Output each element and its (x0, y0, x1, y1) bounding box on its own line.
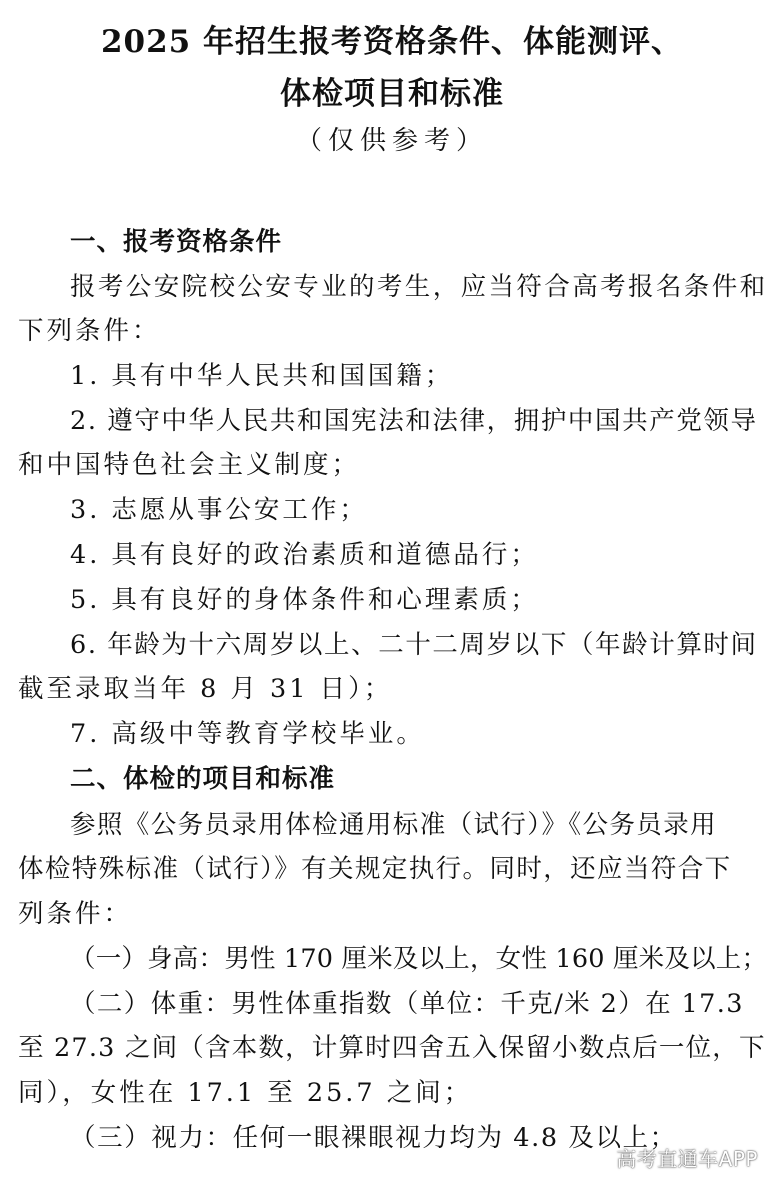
condition-item-2-line-2: 和中国特色社会主义制度； (18, 450, 361, 480)
section-2-intro-line-1: 参照《公务员录用体检通用标准（试行）》《公务员录用 (70, 810, 718, 840)
condition-item-5: 5. 具有良好的身体条件和心理素质； (70, 585, 539, 615)
document-subtitle: （仅供参考） (295, 126, 488, 156)
condition-item-6-line-1: 6. 年龄为十六周岁以上、二十二周岁以下（年龄计算时间 (70, 630, 758, 660)
condition-item-7: 7. 高级中等教育学校毕业。 (70, 719, 425, 749)
physical-condition-1: （一）身高：男性 170 厘米及以上，女性 160 厘米及以上； (70, 944, 768, 974)
section-2-intro-line-2: 体检特殊标准（试行）》有关规定执行。同时，还应当符合下 (18, 854, 732, 884)
section-1-intro-line-2: 下列条件： (18, 316, 161, 346)
section-2-intro-line-3: 列条件： (18, 899, 133, 929)
document-title-line-1: 2025 年招生报考资格条件、体能测评、 (100, 24, 684, 60)
document-title-line-2: 体检项目和标准 (280, 76, 504, 112)
physical-condition-2-line-2: 至 27.3 之间（含本数，计算时四舍五入保留小数点后一位，下 (18, 1033, 766, 1063)
condition-item-2-line-1: 2. 遵守中华人民共和国宪法和法律，拥护中国共产党领导 (70, 406, 758, 436)
condition-item-4: 4. 具有良好的政治素质和道德品行； (70, 540, 539, 570)
condition-item-3: 3. 志愿从事公安工作； (70, 495, 368, 525)
condition-item-6-line-2: 截至录取当年 8 月 31 日）； (18, 674, 393, 704)
physical-condition-2-line-1: （二）体重：男性体重指数（单位：千克/米 2）在 17.3 (70, 989, 744, 1019)
condition-item-1: 1. 具有中华人民共和国国籍； (70, 361, 454, 391)
watermark-text: 高考直通车APP (616, 1147, 758, 1171)
section-1-heading: 一、报考资格条件 (70, 227, 283, 257)
section-1-intro-line-1: 报考公安院校公安专业的考生，应当符合高考报名条件和 (70, 272, 768, 302)
physical-condition-3: （三）视力：任何一眼裸眼视力均为 4.8 及以上； (70, 1123, 677, 1153)
section-2-heading: 二、体检的项目和标准 (70, 764, 336, 794)
physical-condition-2-line-3: 同），女性在 17.1 至 25.7 之间； (18, 1078, 473, 1108)
